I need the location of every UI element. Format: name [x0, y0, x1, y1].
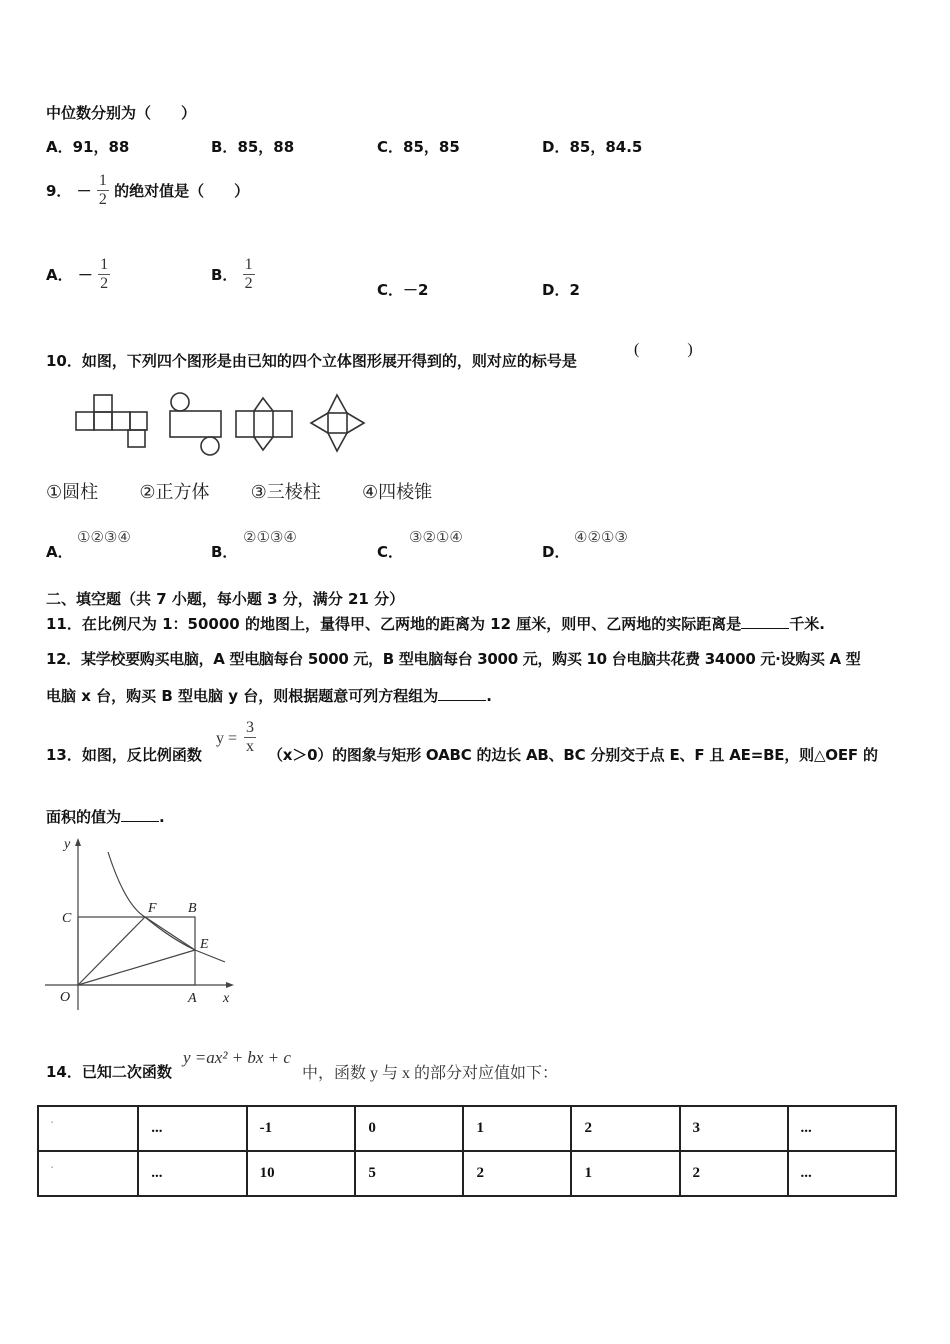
q14-stem-prefix: 14．已知二次函数: [46, 1063, 172, 1081]
table-cell: 10: [247, 1151, 356, 1196]
q8-stem-tail: 中位数分别为（ ）: [46, 104, 197, 122]
q14-stem-suffix: 中，函数 y 与 x 的部分对应值如下：: [302, 1065, 559, 1082]
option-label: B．: [211, 138, 238, 156]
table-cell: 2: [463, 1151, 571, 1196]
cube-net-icon: [76, 395, 147, 447]
q12-stem-line2: 电脑 x 台，购买 B 型电脑 y 台，则根据题意可列方程组为 .: [46, 687, 492, 705]
answer-blank: [741, 628, 789, 629]
q10-option-d: D．: [542, 543, 570, 561]
solid-triangular-prism: ③三棱柱: [250, 482, 321, 503]
q8-option-b: [211, 136, 294, 157]
table-cell: ...: [138, 1151, 246, 1196]
q9-option-a: A． － $\frac{1}{2}$: [46, 256, 109, 292]
label-e: E: [200, 937, 209, 952]
option-text: 85，85: [403, 138, 460, 156]
q9-option-b: B． $\frac{1}{2}$: [211, 256, 253, 292]
table-row-y: [38, 1151, 896, 1196]
label-b: B: [188, 901, 197, 916]
option-text: 85，84.5: [569, 138, 643, 156]
table-cell: ...: [138, 1106, 246, 1151]
q9-option-c: C．－2: [377, 281, 429, 299]
q13-stem-prefix: 13．如图，反比例函数: [46, 746, 202, 764]
q9-stem: [46, 172, 249, 209]
y-axis-arrow-icon: [75, 838, 81, 846]
q14-formula: y =ax² + bx + c: [183, 1048, 291, 1067]
solid-square-pyramid: ④四棱锥: [361, 482, 433, 503]
question-number: 9．: [46, 182, 72, 200]
q13-stem-suffix: （x＞0）的图象与矩形 OABC 的边长 AB、BC 分别交于点 E、F 且 AE=BE，则△OEF 的: [268, 746, 878, 764]
answer-blank: [438, 700, 486, 701]
q10-answer-paren: ( ): [634, 341, 693, 358]
table-cell: ▪: [38, 1106, 138, 1151]
table-cell: 2: [571, 1106, 679, 1151]
table-cell: 2: [680, 1151, 788, 1196]
solid-cube: ②正方体: [139, 482, 210, 503]
table-cell: 3: [680, 1106, 788, 1151]
option-label: C．: [377, 138, 404, 156]
q8-option-d: [542, 136, 642, 157]
table-cell: 0: [355, 1106, 463, 1151]
answer-blank: [121, 821, 159, 822]
label-x: x: [223, 991, 230, 1006]
label-a: A: [188, 991, 197, 1006]
triangular-prism-net-icon: [236, 398, 292, 450]
option-label: D．: [542, 138, 570, 156]
fraction-one-half: $\frac{1}{2}$: [98, 172, 107, 208]
q10-option-a: A．: [46, 543, 73, 561]
q10-option-d-text: ④②①③: [574, 528, 628, 546]
table-cell: ▪: [38, 1151, 138, 1196]
q10-stem: 10．如图，下列四个图形是由已知的四个立体图形展开得到的，则对应的标号是: [46, 352, 577, 370]
label-o: O: [60, 990, 71, 1005]
q10-net-figures: [60, 385, 380, 460]
label-c: C: [62, 911, 72, 926]
label-y: y: [64, 837, 71, 852]
table-cell: 5: [355, 1151, 463, 1196]
minus-sign: －: [76, 182, 92, 200]
table-cell: 1: [571, 1151, 679, 1196]
option-text: 91，88: [72, 138, 130, 156]
q10-option-c-text: ③②①④: [409, 528, 463, 546]
q10-option-a-text: ①②③④: [77, 528, 131, 546]
stem-text: 的绝对值是（ ）: [114, 182, 250, 200]
q13-stem-line2: 面积的值为 .: [46, 808, 165, 826]
q14-value-table: [37, 1105, 897, 1197]
section-2-heading: 二、填空题（共 7 小题，每小题 3 分，满分 21 分）: [46, 590, 405, 608]
rectangle-oabc: [78, 917, 195, 985]
q10-option-b: B．: [211, 543, 238, 561]
table-row-x: [38, 1106, 896, 1151]
q10-option-b-text: ②①③④: [243, 528, 297, 546]
table-cell: ...: [788, 1151, 896, 1196]
q8-option-c: [377, 136, 460, 157]
q8-option-a: [46, 136, 129, 157]
q10-solids-legend: [46, 478, 432, 504]
table-cell: 1: [463, 1106, 571, 1151]
q13-hyperbola-rectangle-figure: [40, 830, 250, 1015]
q12-stem-line1: 12．某学校要购买电脑，A 型电脑每台 5000 元，B 型电脑每台 3000 元，购买 10 台电脑共花费 34000 元·设购买 A 型: [46, 650, 861, 668]
square-pyramid-net-icon: [311, 395, 364, 451]
q10-option-c: C．: [377, 543, 404, 561]
label-f: F: [148, 901, 157, 916]
q13-function-lhs: y =: [216, 730, 238, 747]
table-cell: -1: [247, 1106, 356, 1151]
q11-stem: 11．在比例尺为 1：50000 的地图上，量得甲、乙两地的距离为 12 厘米，则甲、乙两地的实际距离是 千米.: [46, 615, 825, 633]
q13-function-fraction: $\frac{3}{x}$: [246, 719, 254, 755]
option-text: 85，88: [237, 138, 295, 156]
option-label: A．: [46, 138, 73, 156]
solid-cylinder: ①圆柱: [46, 482, 99, 503]
q9-option-d: D．2: [542, 281, 580, 299]
segment-fe: [145, 917, 195, 950]
cylinder-net-icon: [170, 393, 221, 455]
table-cell: ...: [788, 1106, 896, 1151]
x-axis-arrow-icon: [226, 982, 234, 988]
